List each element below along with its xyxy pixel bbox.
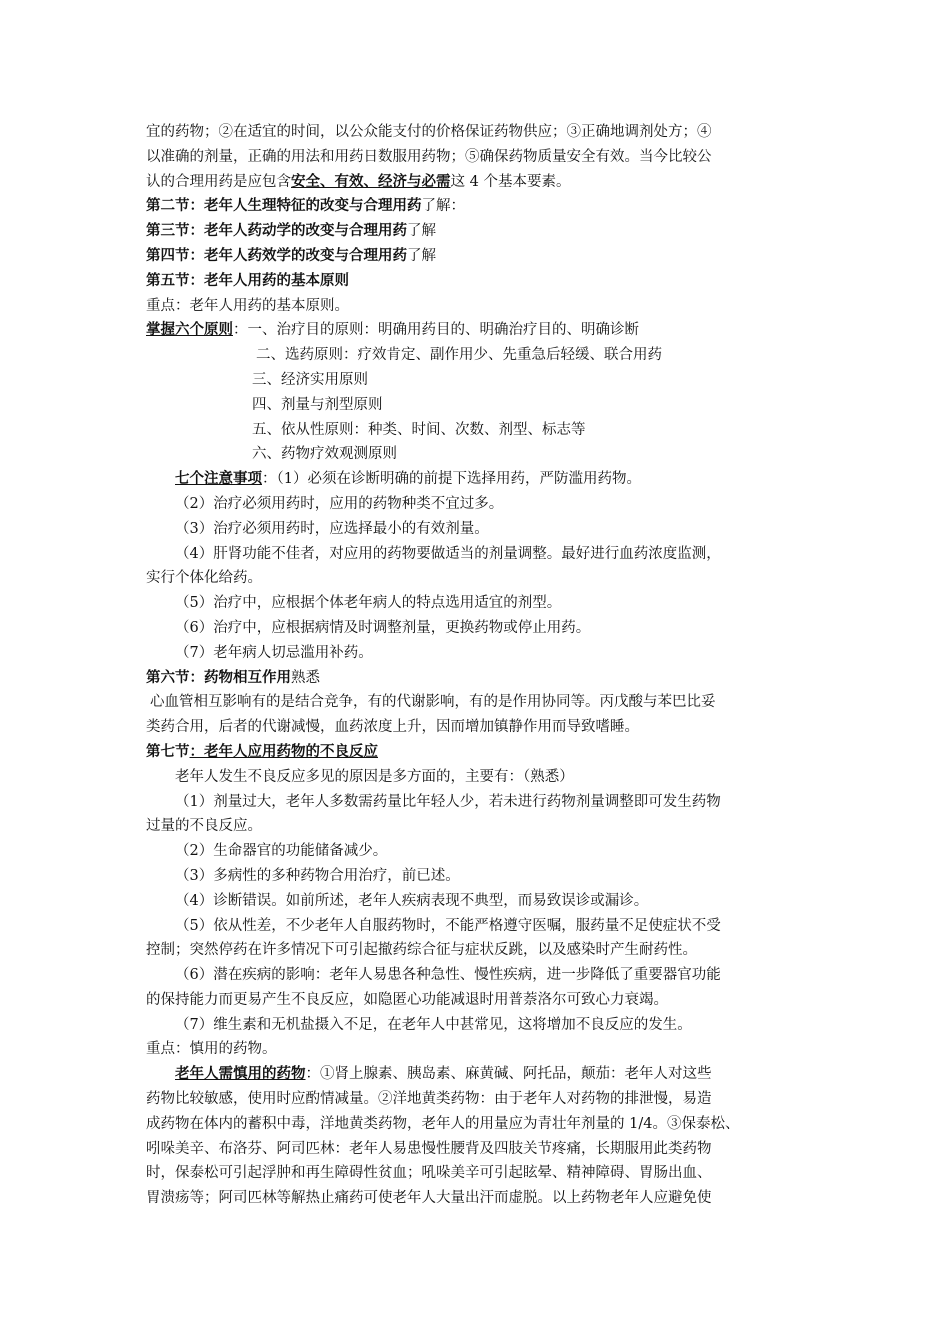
section-3-note: 了解 [407, 223, 436, 240]
note-5: （5）治疗中，应根据个体老年病人的特点选用适宜的剂型。 [175, 595, 562, 612]
intro-line-3 [146, 170, 810, 195]
principle-3: 三、经济实用原则 [252, 371, 368, 388]
section-4-title: 第四节：老年人药效学的改变与合理用药 [146, 246, 407, 264]
section-7-heading [146, 740, 810, 765]
reason-6: （6）潜在疾病的影响：老年人易患各种急性、慢性疾病，进一步降低了重要器官功能 [175, 967, 721, 984]
reason-1: （1）剂量过大，老年人多数需药量比年轻人少，若未进行药物剂量调整即可发生药物 [175, 793, 721, 810]
note-3: （3）治疗必须用药时，应选择最小的有效剂量。 [175, 520, 489, 537]
principle-4: 四、剂量与剂型原则 [252, 396, 383, 413]
reason-3: （3）多病性的多种药物合用治疗，前已述。 [175, 867, 460, 884]
principles-colon: ： [233, 322, 248, 339]
caution-label: 老年人需慎用的药物 [175, 1065, 306, 1083]
key-point-1: 重点：老年人用药的基本原则。 [146, 297, 349, 314]
section-2-note: 了解： [421, 198, 465, 215]
note-text: （1）必须在诊断明确的前提下选择用药，严防滥用药物。 [276, 471, 641, 488]
section-4-note: 了解 [407, 247, 436, 264]
section-6-para-2: 类药合用，后者的代谢减慢，血药浓度上升，因而增加镇静作用而导致嗜睡。 [146, 719, 639, 736]
note-4-cont: 实行个体化给药。 [146, 570, 262, 587]
section-7-title: ：老年人应用药物的不良反应 [189, 742, 378, 760]
section-6-heading [146, 666, 810, 691]
note-1 [146, 467, 810, 492]
note-7: （7）老年病人切忌滥用补药。 [175, 644, 373, 661]
reason-7: （7）维生素和无机盐摄入不足，在老年人中甚常见，这将增加不良反应的发生。 [175, 1016, 692, 1033]
section-6-para-1: 心血管相互影响有的是结合竞争，有的代谢影响，有的是作用协同等。丙戊酸与苯巴比妥 [150, 694, 716, 711]
section-2-heading [146, 194, 810, 219]
document-page [146, 120, 810, 1211]
principle-1 [146, 318, 810, 343]
caution-line-1 [146, 1062, 810, 1087]
four-elements: 安全、有效、经济与必需 [291, 172, 451, 190]
notes-colon: ： [262, 471, 277, 488]
intro-line-2: 以准确的剂量，正确的用法和用药日数服用药物；⑤确保药物质量安全有效。当今比较公 [146, 148, 712, 165]
principle-2: 二、选药原则：疗效肯定、副作用少、先重急后轻缓、联合用药 [256, 347, 662, 364]
notes-label: 七个注意事项 [175, 470, 262, 488]
section-6-note: 熟悉 [291, 669, 320, 686]
reason-2: （2）生命器官的功能储备减少。 [175, 843, 388, 860]
reason-5: （5）依从性差，不少老年人自服药物时，不能严格遵守医嘱，服药量不足使症状不受 [175, 917, 721, 934]
intro-text-end: 这 4 个基本要素。 [450, 173, 571, 190]
caution-text: ：①肾上腺素、胰岛素、麻黄碱、阿托品，颠茄：老年人对这些 [305, 1066, 712, 1083]
caution-line-6: 胃溃疡等；阿司匹林等解热止痛药可使老年人大量出汗而虚脱。以上药物老年人应避免使 [146, 1190, 712, 1207]
reason-5-cont: 控制；突然停药在许多情况下可引起撤药综合征与症状反跳，以及感染时产生耐药性。 [146, 942, 697, 959]
caution-line-4: 吲哚美辛、布洛芬、阿司匹林：老年人易患慢性腰背及四肢关节疼痛，长期服用此类药物 [146, 1140, 712, 1157]
intro-line-1: 宜的药物；②在适宜的时间，以公众能支付的价格保证药物供应；③正确地调剂处方；④ [146, 124, 712, 140]
section-3-title: 第三节：老年人药动学的改变与合理用药 [146, 222, 407, 240]
section-6-title: 第六节：药物相互作用 [146, 668, 291, 686]
note-6: （6）治疗中，应根据病情及时调整剂量，更换药物或停止用药。 [175, 619, 591, 636]
section-7-intro: 老年人发生不良反应多见的原因是多方面的，主要有：（熟悉） [175, 768, 574, 785]
note-2: （2）治疗必须用药时，应用的药物种类不宜过多。 [175, 495, 504, 512]
section-2-title: 第二节：老年人生理特征的改变与合理用药 [146, 197, 422, 215]
section-3-heading [146, 219, 810, 244]
section-4-heading [146, 244, 810, 269]
reason-4: （4）诊断错误。如前所述，老年人疾病表现不典型，而易致误诊或漏诊。 [175, 892, 649, 909]
principle-item: 一、治疗目的原则：明确用药目的、明确治疗目的、明确诊断 [247, 322, 639, 339]
caution-line-2: 药物比较敏感，使用时应酌情减量。②洋地黄类药物：由于老年人对药物的排泄慢，易造 [146, 1091, 712, 1108]
note-4: （4）肝肾功能不佳者，对应用的药物要做适当的剂量调整。最好进行血药浓度监测， [175, 545, 721, 562]
principles-label: 掌握六个原则 [146, 321, 233, 339]
reason-1-cont: 过量的不良反应。 [146, 818, 262, 835]
key-point-2: 重点：慎用的药物。 [146, 1041, 277, 1058]
intro-text: 认的合理用药是应包含 [146, 173, 291, 190]
principle-6: 六、药物疗效观测原则 [252, 446, 397, 463]
caution-line-5: 时，保泰松可引起浮肿和再生障碍性贫血；吼哚美辛可引起眩晕、精神障碍、胃肠出血、 [146, 1165, 712, 1182]
principle-5: 五、依从性原则：种类、时间、次数、剂型、标志等 [252, 421, 586, 438]
caution-line-3: 成药物在体内的蓄积中毒，洋地黄类药物，老年人的用量应为青壮年剂量的 1/4。③保泰松、 [146, 1115, 740, 1132]
reason-6-cont: 的保持能力而更易产生不良反应，如隐匿心功能减退时用普萘洛尔可致心力衰竭。 [146, 991, 668, 1008]
section-7-title-prefix: 第七节 [146, 742, 190, 760]
section-5-heading: 第五节：老年人用药的基本原则 [146, 271, 349, 289]
